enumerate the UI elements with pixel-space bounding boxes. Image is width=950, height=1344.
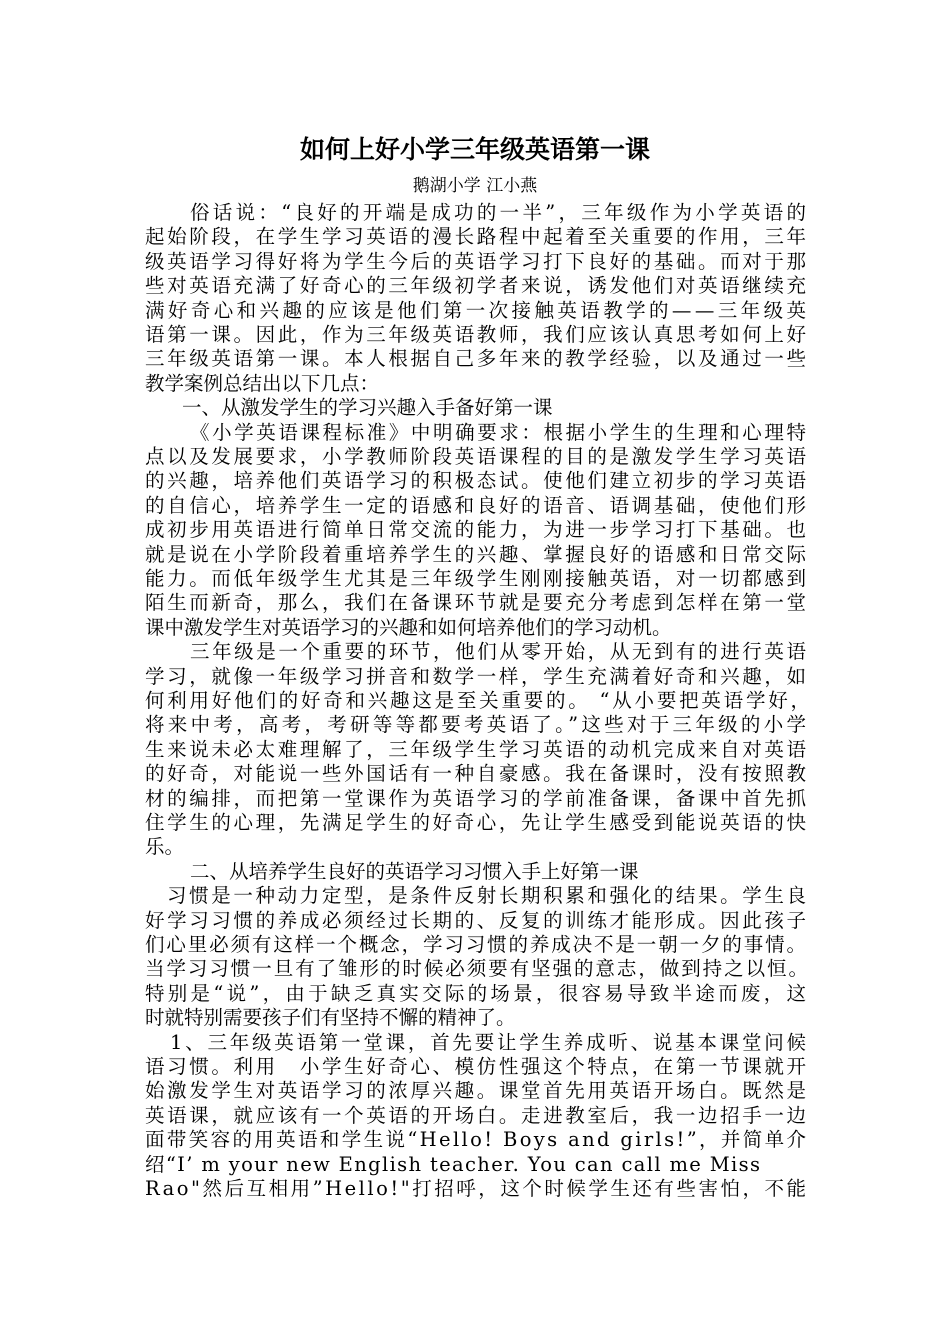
body-text-line: 俗话说：“良好的开端是成功的一半”，三年级作为小学英语的 — [190, 201, 810, 224]
body-text-line: 课中激发学生对英语学习的兴趣和如何培养他们的学习动机。 — [145, 615, 672, 639]
body-text-line: 乐。 — [145, 835, 185, 859]
body-text-line: Rao"然后互相用”Hello!"打招呼，这个时候学生还有些害怕，不能 — [145, 1177, 809, 1200]
body-text-line: 二、从培养学生良好的英语学习习惯入手上好第一课 — [190, 859, 639, 883]
body-text-line: 级英语学习得好将为学生今后的英语学习打下良好的基础。而对于那 — [145, 249, 809, 273]
body-text-line: 陌生而新奇，那么，我们在备课环节就是要充分考虑到怎样在第一堂 — [145, 591, 809, 615]
body-text-line: 的自信心，培养学生一定的语感和良好的语音、语调基础，使他们形 — [145, 493, 809, 517]
body-text-line: 绍“I’ m your new English teacher. You can call me Miss — [145, 1152, 762, 1176]
body-text-line: 起始阶段，在学生学习英语的漫长路程中起着至关重要的作用，三年 — [145, 225, 809, 249]
body-text-line: 时就特别需要孩子们有坚持不懈的精神了。 — [145, 1006, 516, 1030]
body-text-line: 们心里必须有这样一个概念，学习习惯的养成决不是一朝一夕的事情。 — [145, 933, 808, 956]
body-text-line: 好学习习惯的养成必须经过长期的、反复的训练才能形成。因此孩子 — [145, 908, 809, 932]
body-text-line: 一、从激发学生的学习兴趣入手备好第一课 — [182, 396, 553, 420]
body-text-line: 将来中考，高考，考研等等都要考英语了。”这些对于三年级的小学 — [145, 713, 810, 737]
body-text-line: 始激发学生对英语学习的浓厚兴趣。课堂首先用英语开场白。既然是 — [145, 1079, 809, 1103]
body-text-line: 生来说未必太难理解了，三年级学生学习英语的动机完成来自对英语 — [145, 737, 809, 761]
body-text-line: 的兴趣，培养他们英语学习的积极态试。使他们建立初步的学习英语 — [145, 469, 809, 493]
body-text-line: 材的编排，而把第一堂课作为英语学习的学前准备课，备课中首先抓 — [145, 786, 809, 810]
body-text-line: 面带笑容的用英语和学生说“Hello! Boys and girls!”，并简单介 — [145, 1128, 809, 1152]
body-text-line: 成初步用英语进行简单日常交流的能力，为进一步学习打下基础。也 — [145, 518, 809, 542]
author-line: 鹅湖小学 江小燕 — [412, 176, 538, 196]
body-text-line: 教学案例总结出以下几点： — [145, 371, 380, 395]
body-text-line: 英语课，就应该有一个英语的开场白。走进教室后，我一边招手一边 — [145, 1103, 809, 1127]
body-text-line: 的好奇，对能说一些外国话有一种自豪感。我在备课时，没有按照教 — [145, 762, 809, 786]
body-text-line: 满好奇心和兴趣的应该是他们第一次接触英语教学的——三年级英 — [145, 298, 810, 322]
body-text-line: 住学生的心理，先满足学生的好奇心，先让学生感受到能说英语的快 — [145, 811, 809, 834]
body-text-line: 学习，就像一年级学习拼音和数学一样，学生充满着好奇和兴趣，如 — [145, 664, 809, 688]
document-title: 如何上好小学三年级英语第一课 — [299, 135, 650, 164]
body-text-line: 能力。而低年级学生尤其是三年级学生刚刚接触英语，对一切都感到 — [145, 567, 809, 590]
body-text-line: 习惯是一种动力定型，是条件反射长期积累和强化的结果。学生良 — [167, 884, 809, 908]
body-text-line: 何利用好他们的好奇和兴趣这是至关重要的。 “从小要把英语学好， — [145, 689, 813, 712]
body-text-line: 三年级英语第一课。本人根据自己多年来的教学经验，以及通过一些 — [145, 347, 809, 371]
body-text-line: 就是说在小学阶段着重培养学生的兴趣、掌握良好的语感和日常交际 — [145, 542, 809, 566]
body-text-line: 1、三年级英语第一堂课，首先要让学生养成听、说基本课堂问候 — [170, 1030, 809, 1054]
body-text-line: 特别是“说”，由于缺乏真实交际的场景，很容易导致半途而废，这 — [145, 981, 810, 1005]
body-text-line: 语习惯。利用 小学生好奇心、模仿性强这个特点，在第一节课就开 — [145, 1055, 809, 1078]
body-text-line: 三年级是一个重要的环节，他们从零开始，从无到有的进行英语 — [190, 640, 809, 664]
body-text-line: 点以及发展要求，小学教师阶段英语课程的目的是激发学生学习英语 — [145, 445, 809, 468]
body-text-line: 《小学英语课程标准》中明确要求：根据小学生的生理和心理特 — [190, 420, 809, 444]
body-text-line: 语第一课。因此，作为三年级英语教师，我们应该认真思考如何上好 — [145, 323, 809, 346]
body-text-line: 些对英语充满了好奇心的三年级初学者来说，诱发他们对英语继续充 — [145, 274, 809, 298]
body-text-line: 当学习习惯一旦有了雏形的时候必须要有坚强的意志，做到持之以恒。 — [145, 957, 810, 981]
